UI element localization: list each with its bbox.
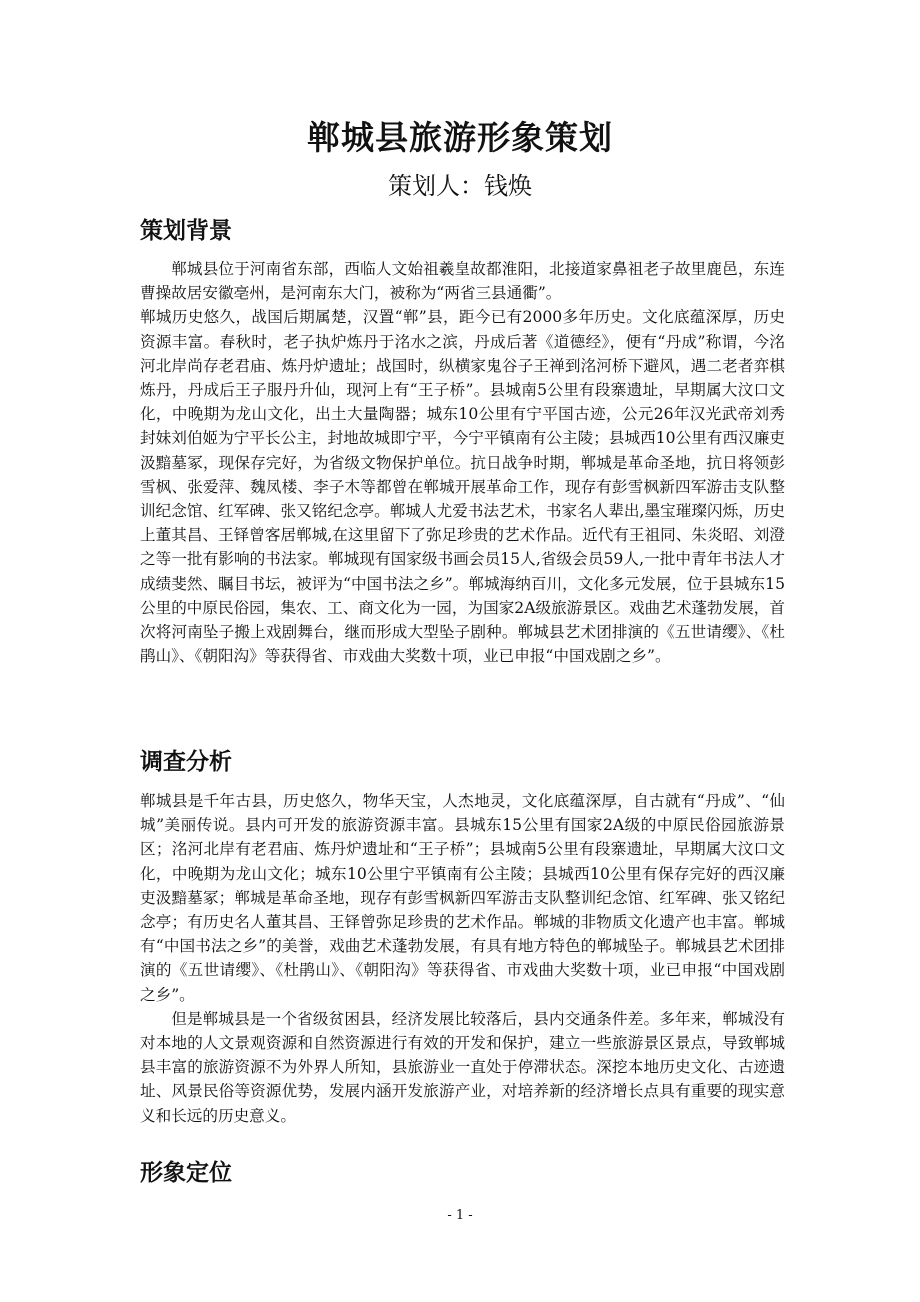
section-heading-background: 策划背景 — [140, 218, 232, 244]
paragraph: 但是郸城县是一个省级贫困县，经济发展比较落后，县内交通条件差。多年来，郸城没有对本地的人文景观资源和自然资源进行有效的开发和保护，建立一些旅游景区景点，导致郸城县丰富的旅游资源不为外界人所知，县旅游业一直处于停滞状态。深挖本地历史文化、古迹遗址、风景民俗等资源优势，发展内涵开发旅游产业，对培养新的经济增长点具有重要的现实意义和长远的历史意义。 — [140, 1009, 785, 1125]
document-title: 郸城县旅游形象策划 — [307, 118, 613, 157]
section-heading-positioning: 形象定位 — [140, 1160, 232, 1186]
paragraph: 郸城县位于河南省东部，西临人文始祖羲皇故都淮阳，北接道家鼻祖老子故里鹿邑，东连曹操故居安徽亳州，是河南东大门，被称为“两省三县通衢”。 — [140, 260, 785, 303]
paragraph: 郸城历史悠久，战国后期属楚，汉置“郸”县，距今已有2000多年历史。文化底蕴深厚，历史资源丰富。春秋时，老子执炉炼丹于洺水之滨，丹成后著《道德经》，便有“丹成”称谓，今洺河北岸尚存老君庙、炼丹炉遗址；战国时，纵横家鬼谷子王禅到洺河桥下避风，遇二老者弈棋炼丹，丹成后王子服丹升仙，现河上有“王子桥”。县城南5公里有段寨遗址，早期属大汶口文化，中晚期为龙山文化，出土大量陶器；城东10公里有宁平国古迹，公元26年汉光武帝刘秀封妹刘伯姬为宁平长公主，封地故城即宁平，今宁平镇南有公主陵；县城西10公里有西汉廉吏汲黯墓冢，现保存完好，为省级文物保护单位。抗日战争时期，郸城是革命圣地，抗日将领彭雪枫、张爱萍、魏凤楼、李子木等都曾在郸城开展革命工作，现存有彭雪枫新四军游击支队整训纪念馆、红军碑、张又铭纪念亭。郸城人尤爱书法艺术，书家名人辈出,墨宝璀璨闪烁，历史上董其昌、王铎曾客居郸城,在这里留下了弥足珍贵的艺术作品。近代有王祖同、朱炎昭、刘澄之等一批有影响的书法家。郸城现有国家级书画会员15人,省级会员59人,一批中青年书法人才成绩斐然、瞩目书坛，被评为“中国书法之乡”。郸城海纳百川，文化多元发展，位于县城东15公里的中原民俗园，集农、工、商文化为一园，为国家2A级旅游景区。戏曲艺术蓬勃发展，首次将河南坠子搬上戏剧舞台，继而形成大型坠子剧种。郸城县艺术团排演的《五世请缨》、《杜鹃山》、《朝阳沟》等获得省、市戏曲大奖数十项，业已申报“中国戏剧之乡”。 — [140, 308, 785, 666]
section-body-analysis — [140, 789, 785, 1128]
page-number: - 1 - — [447, 1208, 473, 1223]
section-body-background — [140, 257, 785, 668]
document-author: 策划人：钱焕 — [388, 172, 532, 200]
paragraph: 郸城县是千年古县，历史悠久，物华天宝，人杰地灵，文化底蕴深厚，自古就有“丹成”、“仙城”美丽传说。县内可开发的旅游资源丰富。县城东15公里有国家2A级的中原民俗园旅游景区；洺河北岸有老君庙、炼丹炉遗址和“王子桥”；县城南5公里有段寨遗址，早期属大汶口文化，中晚期为龙山文化；城东10公里宁平镇南有公主陵；县城西10公里有保存完好的西汉廉吏汲黯墓冢；郸城是革命圣地，现存有彭雪枫新四军游击支队整训纪念馆、红军碑、张又铭纪念亭；有历史名人董其昌、王铎曾弥足珍贵的艺术作品。郸城的非物质文化遗产也丰富。郸城有“中国书法之乡”的美誉，戏曲艺术蓬勃发展，有具有地方特色的郸城坠子。郸城县艺术团排演的《五世请缨》、《杜鹃山》、《朝阳沟》等获得省、市戏曲大奖数十项，业已申报“中国戏剧之乡”。 — [140, 792, 785, 1004]
section-heading-analysis: 调查分析 — [140, 749, 232, 775]
